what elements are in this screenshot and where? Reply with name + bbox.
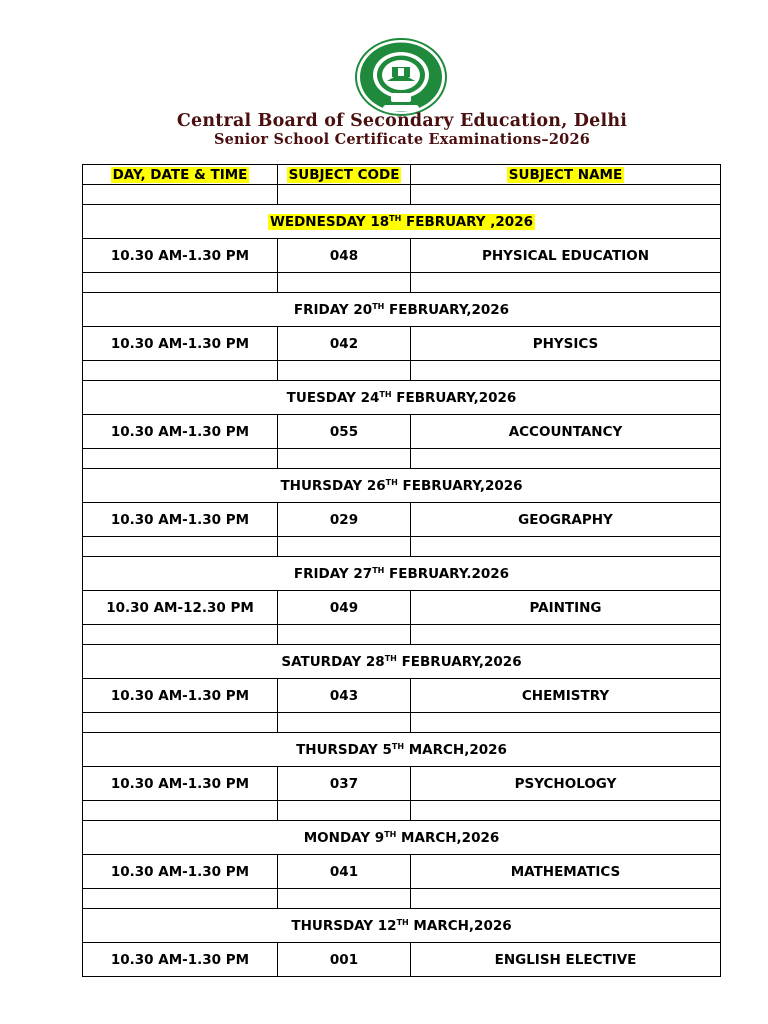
exam-row <box>83 767 721 801</box>
subject-name: PAINTING <box>411 591 721 625</box>
subject-code: 055 <box>278 415 411 449</box>
blank-row <box>83 449 721 469</box>
subject-name: ENGLISH ELECTIVE <box>411 943 721 977</box>
blank-cell <box>411 537 721 557</box>
subject-name: ACCOUNTANCY <box>411 415 721 449</box>
blank-row <box>83 713 721 733</box>
blank-cell <box>411 361 721 381</box>
subject-name: GEOGRAPHY <box>411 503 721 537</box>
blank-cell <box>83 537 278 557</box>
date-ordinal-suffix: TH <box>396 917 409 927</box>
date-ordinal-suffix: TH <box>384 829 397 839</box>
exam-date <box>83 381 721 415</box>
exam-date <box>83 557 721 591</box>
blank-cell <box>278 713 411 733</box>
date-month-year: MARCH,2026 <box>396 829 500 846</box>
blank-row <box>83 273 721 293</box>
date-day: TUESDAY 24 <box>286 389 380 406</box>
blank-cell <box>278 801 411 821</box>
date-month-year: MARCH,2026 <box>404 741 507 758</box>
column-header-subject-name: SUBJECT NAME <box>411 165 721 185</box>
blank-cell <box>411 889 721 909</box>
blank-cell <box>83 889 278 909</box>
subject-code: 029 <box>278 503 411 537</box>
date-row <box>83 909 721 943</box>
blank-row <box>83 537 721 557</box>
exam-date <box>83 733 721 767</box>
exam-row <box>83 943 721 977</box>
blank-cell <box>411 273 721 293</box>
date-month-year: FEBRUARY,2026 <box>397 477 523 494</box>
blank-row <box>83 889 721 909</box>
exam-date <box>83 909 721 943</box>
blank-cell <box>278 361 411 381</box>
date-day: THURSDAY 12 <box>291 917 397 934</box>
exam-row <box>83 327 721 361</box>
blank-cell <box>278 625 411 645</box>
exam-title: Senior School Certificate Examinations–2026 <box>213 131 591 148</box>
date-day: FRIDAY 27 <box>293 565 373 582</box>
date-row <box>83 469 721 503</box>
date-ordinal-suffix: TH <box>384 653 397 663</box>
exam-time: 10.30 AM-1.30 PM <box>83 327 278 361</box>
exam-time: 10.30 AM-1.30 PM <box>83 767 278 801</box>
exam-row <box>83 679 721 713</box>
date-row <box>83 645 721 679</box>
subject-name: CHEMISTRY <box>411 679 721 713</box>
date-month-year: FEBRUARY,2026 <box>391 389 517 406</box>
blank-cell <box>83 185 278 205</box>
column-header-day-date-time: DAY, DATE & TIME <box>83 165 278 185</box>
subject-code: 042 <box>278 327 411 361</box>
exam-time: 10.30 AM-1.30 PM <box>83 679 278 713</box>
exam-row <box>83 591 721 625</box>
date-row <box>83 205 721 239</box>
blank-cell <box>278 273 411 293</box>
date-row <box>83 557 721 591</box>
date-month-year: FEBRUARY,2026 <box>396 653 522 670</box>
date-day: SATURDAY 28 <box>281 653 385 670</box>
date-day: WEDNESDAY 18 <box>269 213 390 230</box>
exam-row <box>83 239 721 273</box>
exam-date-highlight <box>268 214 535 230</box>
blank-cell <box>83 361 278 381</box>
exam-time: 10.30 AM-1.30 PM <box>83 855 278 889</box>
blank-row <box>83 185 721 205</box>
exam-row <box>83 415 721 449</box>
exam-time: 10.30 AM-1.30 PM <box>83 415 278 449</box>
subject-code: 043 <box>278 679 411 713</box>
date-day: FRIDAY 20 <box>293 301 373 318</box>
subject-code: 001 <box>278 943 411 977</box>
blank-cell <box>83 625 278 645</box>
blank-cell <box>411 801 721 821</box>
date-month-year: FEBRUARY ,2026 <box>401 213 533 230</box>
blank-cell <box>278 537 411 557</box>
exam-time: 10.30 AM-1.30 PM <box>83 239 278 273</box>
blank-cell <box>411 713 721 733</box>
date-row <box>83 733 721 767</box>
date-month-year: MARCH,2026 <box>408 917 512 934</box>
date-row <box>83 293 721 327</box>
exam-date <box>83 645 721 679</box>
exam-row <box>83 503 721 537</box>
subject-code: 048 <box>278 239 411 273</box>
subject-name: PHYSICS <box>411 327 721 361</box>
date-ordinal-suffix: TH <box>391 741 405 751</box>
date-row <box>83 381 721 415</box>
date-month-year: FEBRUARY.2026 <box>384 565 510 582</box>
date-day: MONDAY 9 <box>303 829 385 846</box>
exam-row <box>83 855 721 889</box>
column-header-subject-code: SUBJECT CODE <box>278 165 411 185</box>
date-ordinal-suffix: TH <box>379 389 392 399</box>
blank-cell <box>278 449 411 469</box>
exam-date <box>83 821 721 855</box>
blank-cell <box>83 449 278 469</box>
date-ordinal-suffix: TH <box>372 565 385 575</box>
blank-row <box>83 625 721 645</box>
blank-cell <box>83 273 278 293</box>
table-header-row <box>83 165 721 185</box>
blank-cell <box>411 625 721 645</box>
blank-row <box>83 361 721 381</box>
date-day: THURSDAY 26 <box>280 477 386 494</box>
subject-code: 037 <box>278 767 411 801</box>
exam-date <box>83 205 721 239</box>
date-month-year: FEBRUARY,2026 <box>384 301 510 318</box>
exam-date <box>83 293 721 327</box>
cbse-logo-icon <box>354 37 448 117</box>
subject-name: PSYCHOLOGY <box>411 767 721 801</box>
exam-date <box>83 469 721 503</box>
blank-cell <box>278 185 411 205</box>
subject-code: 049 <box>278 591 411 625</box>
blank-cell <box>83 801 278 821</box>
blank-cell <box>411 185 721 205</box>
subject-name: MATHEMATICS <box>411 855 721 889</box>
blank-cell <box>278 889 411 909</box>
blank-cell <box>83 713 278 733</box>
exam-time: 10.30 AM-1.30 PM <box>83 943 278 977</box>
date-ordinal-suffix: TH <box>389 213 402 223</box>
date-day: THURSDAY 5 <box>296 741 392 758</box>
subject-name: PHYSICAL EDUCATION <box>411 239 721 273</box>
date-ordinal-suffix: TH <box>372 301 385 311</box>
date-row <box>83 821 721 855</box>
exam-time: 10.30 AM-12.30 PM <box>83 591 278 625</box>
blank-cell <box>411 449 721 469</box>
blank-row <box>83 801 721 821</box>
exam-schedule-table <box>82 164 721 977</box>
board-title: Central Board of Secondary Education, Delhi <box>176 111 628 131</box>
subject-code: 041 <box>278 855 411 889</box>
exam-time: 10.30 AM-1.30 PM <box>83 503 278 537</box>
date-ordinal-suffix: TH <box>385 477 398 487</box>
